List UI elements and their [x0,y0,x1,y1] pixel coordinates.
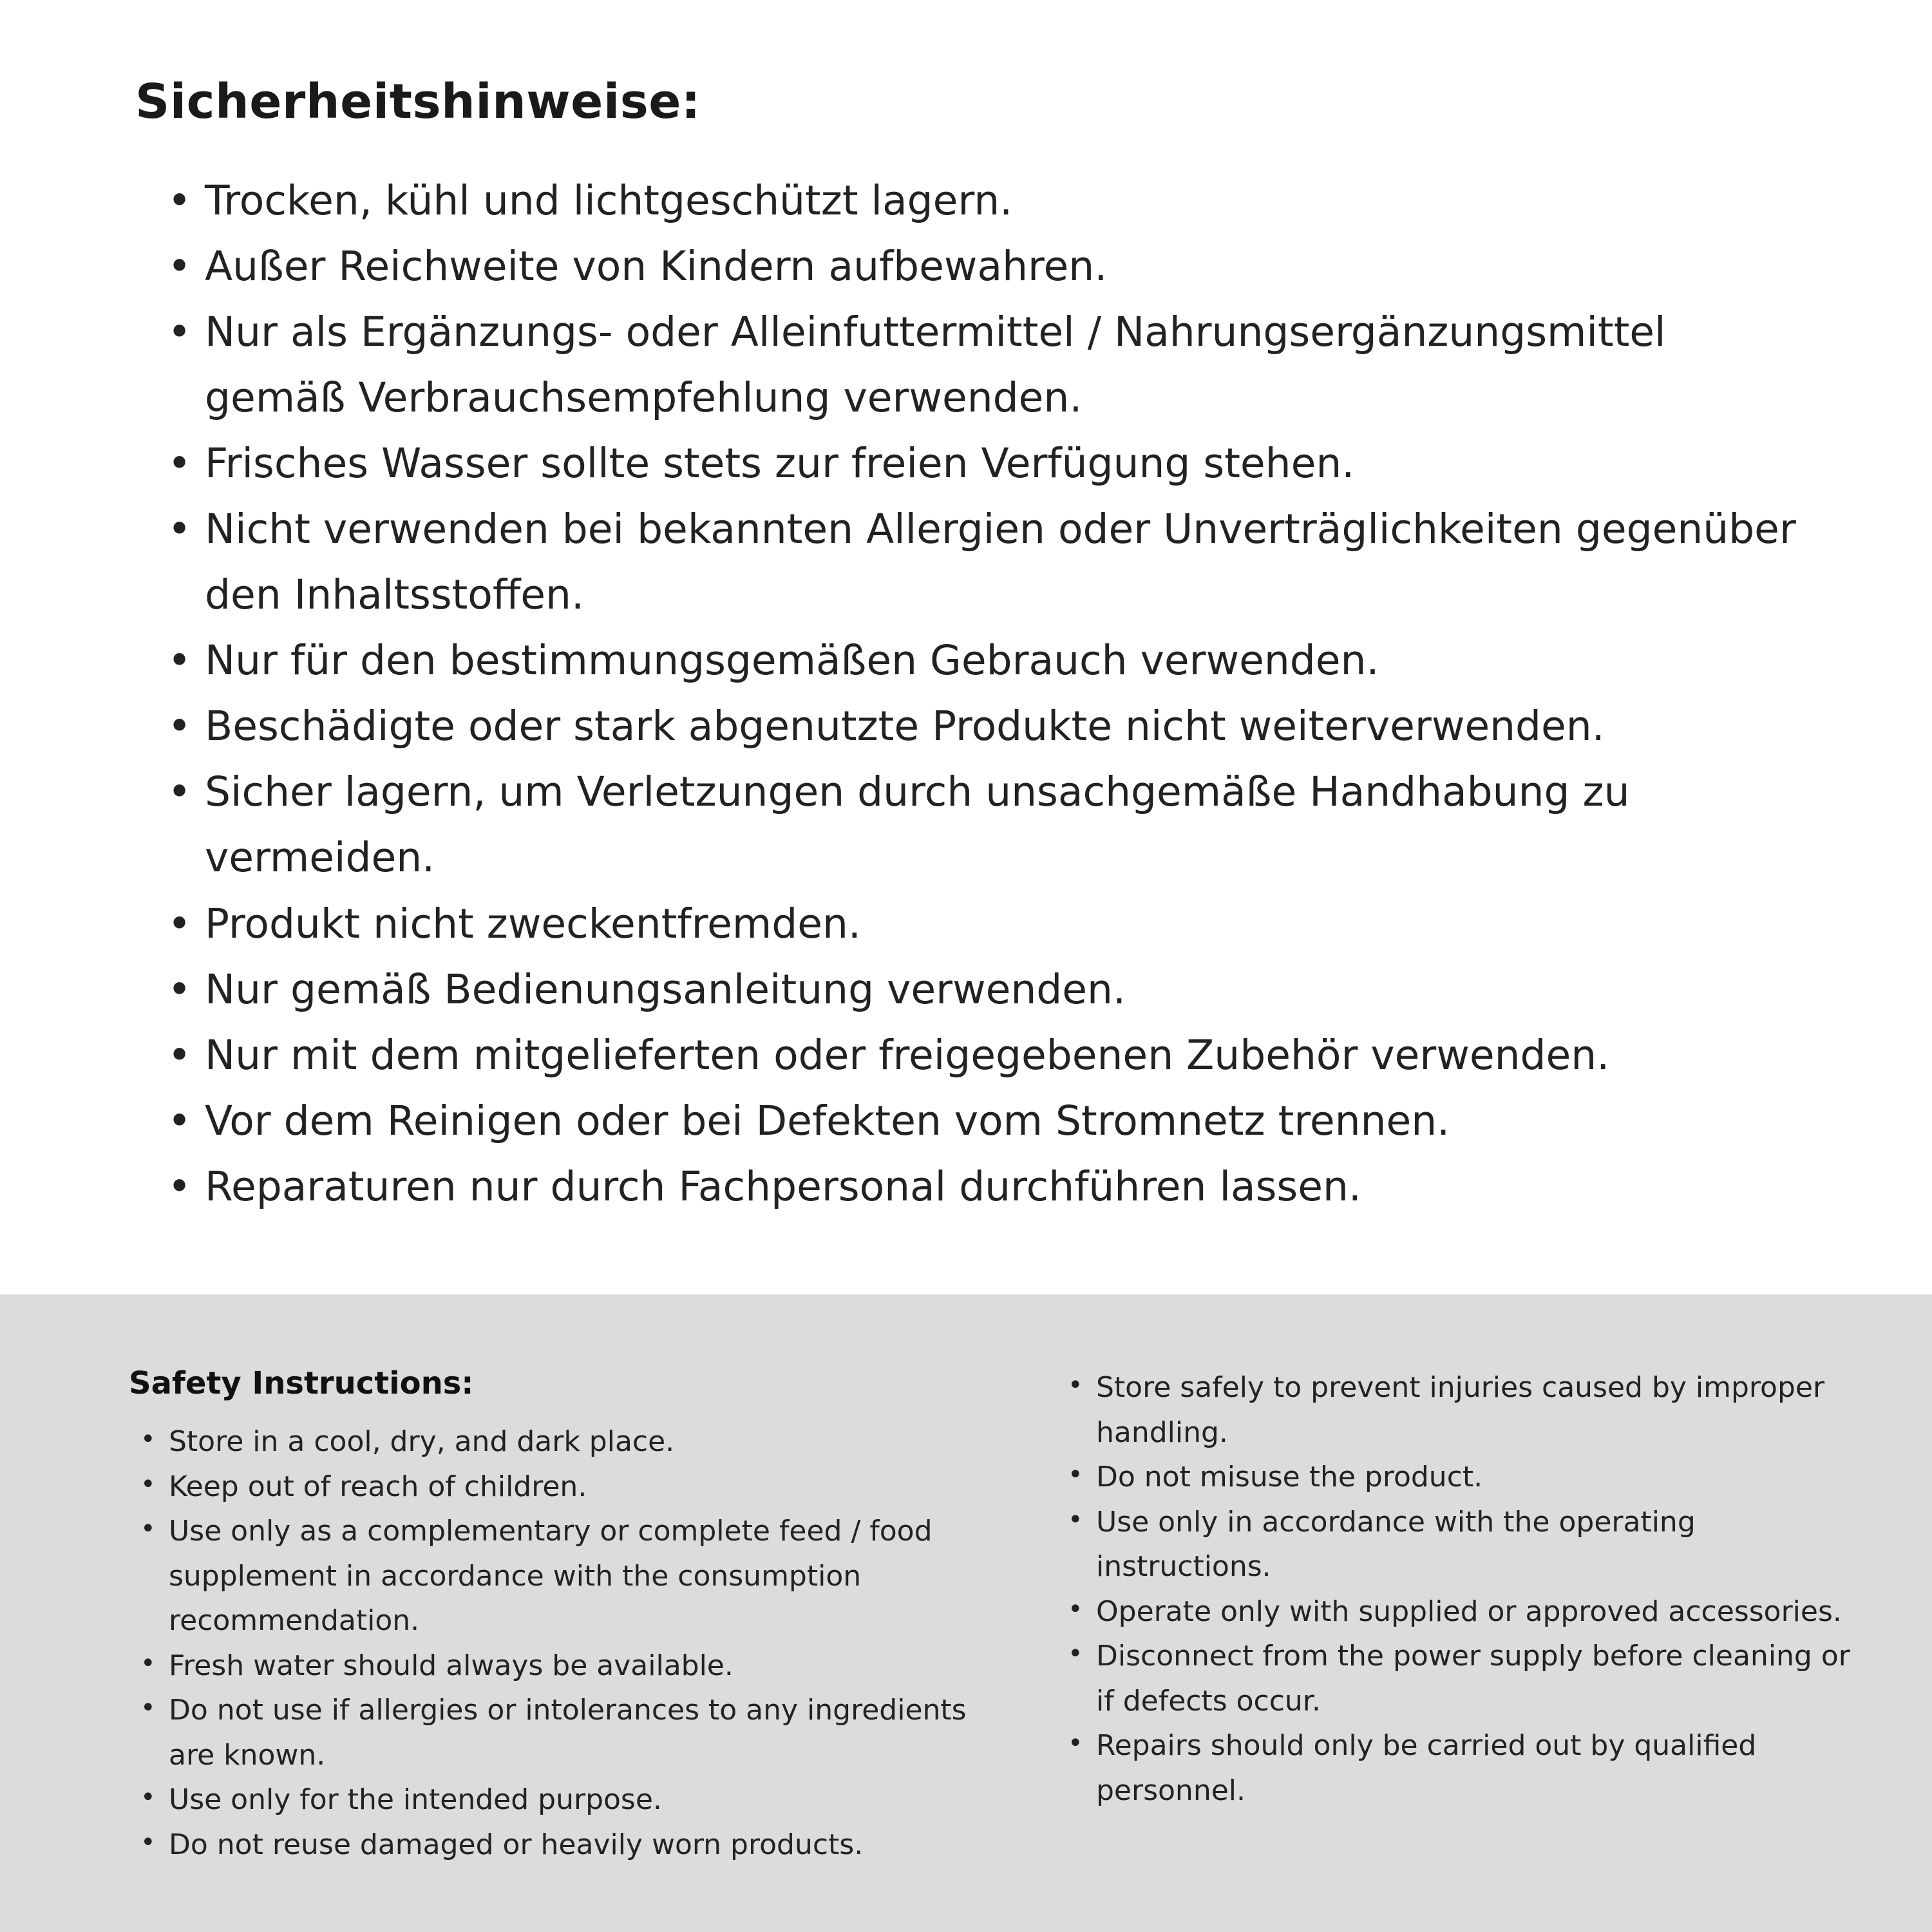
list-item: • Reparaturen nur durch Fachpersonal durchführen lassen. [167,1154,1816,1220]
list-item: • Store safely to prevent injuries caused by improper handling. [1068,1365,1868,1455]
english-safety-section [0,1294,1932,1932]
german-bullet-list [135,168,1816,1220]
german-section-heading: Sicherheitshinweise: [135,74,701,129]
list-item: • Use only as a complementary or complete feed / food supplement in accordance with the consumption recommendation. [140,1509,985,1643]
list-item: • Nur für den bestimmungsgemäßen Gebrauch verwenden. [167,628,1816,694]
list-item: • Use only in accordance with the operating instructions. [1068,1500,1868,1589]
list-item: • Fresh water should always be available. [140,1643,985,1689]
english-section-heading: Safety Instructions: [129,1365,474,1401]
list-item: • Store in a cool, dry, and dark place. [140,1419,985,1464]
list-item: • Repairs should only be carried out by qualified personnel. [1068,1723,1868,1813]
list-item: • Sicher lagern, um Verletzungen durch unsachgemäße Handhabung zu vermeiden. [167,759,1816,891]
english-right-column [1056,1365,1868,1813]
list-item: • Nicht verwenden bei bekannten Allergien oder Unverträglichkeiten gegenüber den Inhaltsstoffen. [167,497,1816,628]
list-item: • Trocken, kühl und lichtgeschützt lagern. [167,168,1816,234]
list-item: • Use only for the intended purpose. [140,1777,985,1823]
english-left-column [129,1365,985,1867]
list-item: • Produkt nicht zweckentfremden. [167,891,1816,957]
list-item: • Nur gemäß Bedienungsanleitung verwenden. [167,957,1816,1023]
list-item: • Außer Reichweite von Kindern aufbewahren. [167,234,1816,299]
list-item: • Do not misuse the product. [1068,1455,1868,1500]
english-right-bullet-list [1056,1365,1868,1813]
list-item: • Nur mit dem mitgelieferten oder freigegebenen Zubehör verwenden. [167,1023,1816,1088]
list-item: • Nur als Ergänzungs- oder Alleinfuttermittel / Nahrungsergänzungsmittel gemäß Verbrauchsempfehlung verwenden. [167,299,1816,431]
list-item: • Beschädigte oder stark abgenutzte Produkte nicht weiterverwenden. [167,694,1816,759]
list-item: • Keep out of reach of children. [140,1464,985,1510]
list-item: • Do not reuse damaged or heavily worn products. [140,1823,985,1868]
english-left-bullet-list [129,1419,985,1867]
list-item: • Vor dem Reinigen oder bei Defekten vom Stromnetz trennen. [167,1088,1816,1154]
list-item: • Do not use if allergies or intolerances to any ingredients are known. [140,1688,985,1777]
list-item: • Operate only with supplied or approved accessories. [1068,1589,1868,1634]
list-item: • Disconnect from the power supply before cleaning or if defects occur. [1068,1634,1868,1723]
list-item: • Frisches Wasser sollte stets zur freien Verfügung stehen. [167,431,1816,497]
